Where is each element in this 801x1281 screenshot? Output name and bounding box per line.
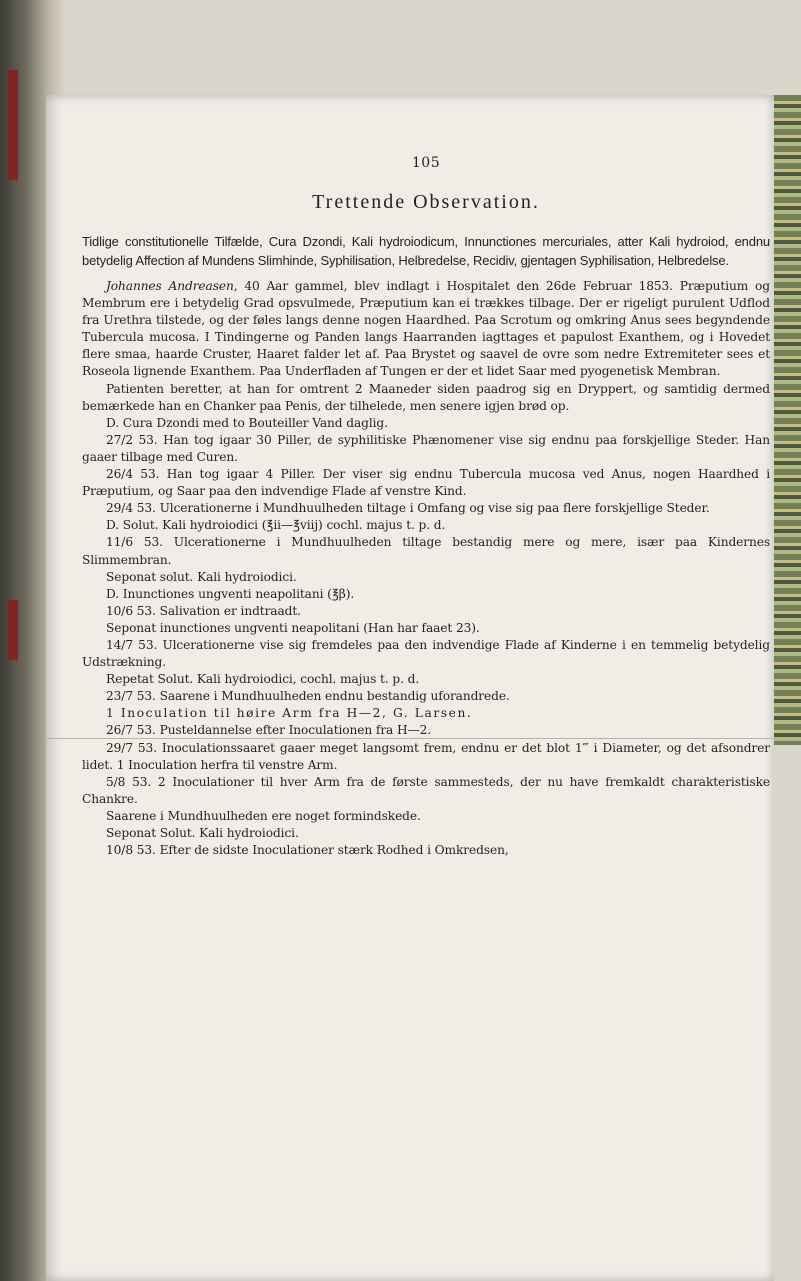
spine-band — [8, 600, 18, 660]
dated-entry: 23/7 53. Saarene i Mundhuulheden endnu bestandig uforandrede. — [106, 689, 510, 704]
case-paragraph: Patienten beretter, at han for omtrent 2 Maaneder siden paadrog sig en Dryppert, og samtidig dermed bemærkede han en Chanker paa Penis, der tilhelede, men senere igjen brød op. — [82, 381, 770, 413]
entry-date: 27/2 53. — [106, 432, 158, 447]
entry-date: 26/7 53. — [106, 723, 156, 738]
dated-entry: 14/7 53. Ulcerationerne vise sig fremdeles paa den indvendige Flade af Kinderne i en temmelig betydelig Udstrækning. — [82, 637, 770, 670]
entry-date: 11/6 53. — [106, 535, 163, 550]
entry-date: 5/8 53. — [106, 774, 152, 789]
page-edge — [773, 95, 801, 745]
entry-date: 10/6 53. — [106, 603, 156, 618]
prescription: D. Inunctiones ungventi neapolitani (℥β). — [106, 586, 355, 601]
dated-entry: 27/2 53. Han tog igaar 30 Piller, de syphilitiske Phænomener vise sig endnu paa forskjellige Steder. Han gaaer tilbage med Curen. — [82, 432, 770, 464]
prescription: D. Solut. Kali hydroiodici (℥ii—℥viij) cochl. majus t. p. d. — [106, 518, 446, 533]
book-page — [46, 95, 774, 1281]
prescription: Seponat inunctiones ungventi neapolitani (Han har faaet 23). — [106, 620, 480, 635]
entry-date: 29/7 53. — [106, 740, 157, 755]
prescription: D. Cura Dzondi med to Bouteiller Vand daglig. — [106, 415, 388, 430]
entry-date: 26/4 53. — [106, 467, 160, 482]
dated-entry: 10/8 53. Efter de sidste Inoculationer stærk Rodhed i Omkredsen, — [106, 843, 509, 858]
entry-date: 23/7 53. — [106, 689, 156, 704]
case-summary: Tidlige constitutionelle Tilfælde, Cura Dzondi, Kali hydroiodicum, Innunctiones mercuriales, atter Kali hydroiod, endnu betydelig Affection af Mundens Slimhinde, Syphilisation, Helbredelse, Recidiv, gjentagen Syphilisation, Helbredelse. — [82, 234, 770, 268]
prescription: Seponat Solut. Kali hydroiodici. — [106, 826, 299, 840]
dated-entry: 10/6 53. Salivation er indtraadt. — [106, 603, 301, 618]
entry-date: 29/4 53. — [106, 501, 156, 516]
page-content — [82, 155, 770, 859]
dated-entry: 5/8 53. 2 Inoculationer til hver Arm fra de første sammesteds, der nu have fremkaldt charakteristiske Chankre. — [82, 774, 770, 806]
case-paragraph: Johannes Andreasen, 40 Aar gammel, blev indlagt i Hospitalet den 26de Februar 1853. Præputium og Membrum ere i betydelig Grad opsvulmede, Præputium kan ei trækkes tilbage. Der er rigeligt purulent Udflod fra Urethra tilstede, og der føles langs denne nogen Haardhed. Paa Scrotum og omkring Anus sees begyndende Tubercula mucosa. I Tindingerne og Panden langs Haarranden iagttages et papulost Exanthem, og i Hovedet flere smaa, haarde Cruster, Haaret falder let af. Paa Brystet og saavel de ovre som nedre Extremiteter sees et Roseola lignende Exanthem. Paa Underfladen af Tungen er der et lidet Saar med pyogenetisk Membran. — [82, 279, 770, 379]
page-number: 105 — [411, 155, 441, 171]
entry-date: 14/7 53. — [106, 637, 158, 652]
entry-date: 10/8 53. — [106, 843, 156, 858]
case-paragraph: Saarene i Mundhuulheden ere noget formindskede. — [106, 808, 421, 823]
spine-band — [8, 70, 18, 180]
dated-entry: 26/4 53. Han tog igaar 4 Piller. Der viser sig endnu Tubercula mucosa ved Anus, nogen Haardhed i Præputium, og Saar paa den indvendige Flade af venstre Kind. — [82, 467, 771, 499]
prescription: Repetat Solut. Kali hydroiodici, cochl. majus t. p. d. — [106, 672, 420, 687]
inoculation-note: 1 Inoculation til høire Arm fra H—2, G. Larsen. — [106, 706, 473, 721]
patient-name: Johannes Andreasen — [106, 279, 234, 293]
dated-entry: 29/4 53. Ulcerationerne i Mundhuulheden tiltage i Omfang og vise sig paa flere forskjellige Steder. — [106, 501, 710, 516]
dated-entry: 11/6 53. Ulcerationerne i Mundhuulheden tiltage bestandig mere og mere, især paa Kindernes Slimmembran. — [82, 535, 770, 567]
dated-entry: 26/7 53. Pusteldannelse efter Inoculationen fra H—2. — [106, 723, 432, 738]
dated-entry: 29/7 53. Inoculationssaaret gaaer meget langsomt frem, endnu er det blot 1‴ i Diameter, og det afsondrer lidet. 1 Inoculation herfra til venstre Arm. — [82, 740, 770, 772]
page-rule — [46, 738, 774, 739]
page-title: Trettende Observation. — [312, 191, 540, 213]
prescription: Seponat solut. Kali hydroiodici. — [106, 569, 297, 584]
